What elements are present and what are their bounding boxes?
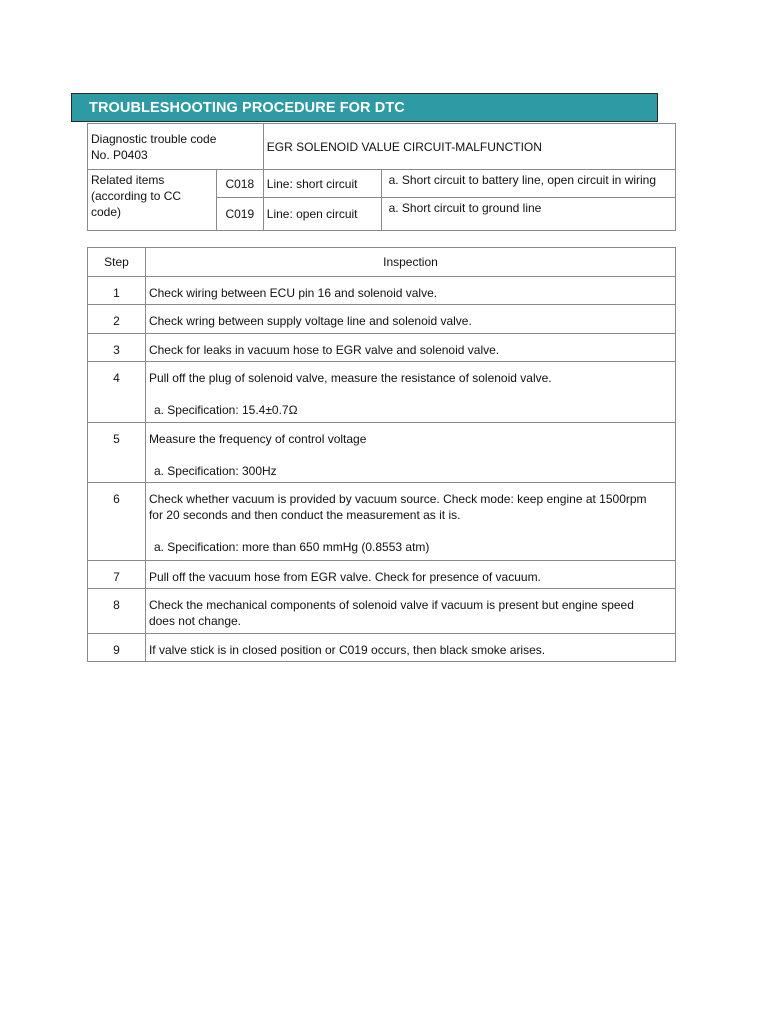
dtc-row — [88, 124, 676, 170]
step-number: 5 — [88, 423, 146, 483]
step-text: Check wiring between ECU pin 16 and solenoid valve. — [145, 277, 675, 305]
header-inspection: Inspection — [145, 248, 675, 277]
dtc-info-table — [87, 123, 676, 231]
step-text: Pull off the plug of solenoid valve, measure the resistance of solenoid valve. — [148, 371, 552, 385]
step-spec: a. Specification: more than 650 mmHg (0.8553 atm) — [153, 540, 430, 554]
related-label-cell — [88, 170, 217, 231]
step-number: 8 — [88, 589, 146, 634]
step-cell — [145, 362, 675, 423]
related-desc: a. Short circuit to ground line — [381, 198, 675, 231]
table-row — [88, 483, 676, 561]
dtc-label-line1: Diagnostic trouble code — [91, 131, 217, 146]
header-step: Step — [88, 248, 146, 277]
dtc-label-line2: No. P0403 — [91, 147, 148, 162]
step-number: 3 — [88, 334, 146, 362]
related-code: C018 — [216, 170, 263, 198]
step-spec: a. Specification: 15.4±0.7Ω — [153, 403, 298, 417]
step-spec: a. Specification: 300Hz — [153, 464, 277, 478]
step-number: 4 — [88, 362, 146, 423]
related-desc: a. Short circuit to battery line, open circuit in wiring — [381, 170, 675, 198]
step-text: Check for leaks in vacuum hose to EGR valve and solenoid valve. — [145, 334, 675, 362]
related-line: Line: short circuit — [263, 170, 381, 198]
related-line: Line: open circuit — [263, 198, 381, 231]
dtc-label-cell — [88, 124, 264, 170]
related-label-line2: (according to CC — [91, 189, 182, 203]
related-code: C019 — [216, 198, 263, 231]
step-text-continued: does not change. — [148, 614, 242, 628]
step-text: If valve stick is in closed position or C019 occurs, then black smoke arises. — [145, 634, 675, 662]
step-text: Check the mechanical components of solenoid valve if vacuum is present but engine speed — [148, 598, 634, 612]
page-title: TROUBLESHOOTING PROCEDURE FOR DTC — [89, 100, 405, 116]
table-row — [88, 589, 676, 634]
table-row — [88, 362, 676, 423]
table-row — [88, 634, 676, 662]
step-text-continued: for 20 seconds and then conduct the measurement as it is. — [148, 508, 461, 522]
step-cell — [145, 483, 675, 561]
step-text: Measure the frequency of control voltage — [148, 432, 367, 446]
step-text: Check wring between supply voltage line and solenoid valve. — [145, 305, 675, 334]
table-row — [88, 305, 676, 334]
table-row — [88, 277, 676, 305]
step-number: 9 — [88, 634, 146, 662]
table-row — [88, 334, 676, 362]
title-banner — [71, 93, 658, 122]
step-text: Check whether vacuum is provided by vacuum source. Check mode: keep engine at 1500rpm — [148, 492, 647, 506]
step-text: Pull off the vacuum hose from EGR valve. Check for presence of vacuum. — [145, 561, 675, 589]
inspection-steps-table — [87, 247, 676, 662]
step-cell — [145, 423, 675, 483]
related-item-row — [88, 170, 676, 198]
table-row — [88, 561, 676, 589]
step-number: 2 — [88, 305, 146, 334]
step-number: 1 — [88, 277, 146, 305]
table-header-row — [88, 248, 676, 277]
table-row — [88, 423, 676, 483]
dtc-value: EGR SOLENOID VALUE CIRCUIT-MALFUNCTION — [263, 124, 675, 170]
step-number: 6 — [88, 483, 146, 561]
related-label-line3: code) — [91, 205, 122, 219]
step-number: 7 — [88, 561, 146, 589]
step-cell — [145, 589, 675, 634]
related-label-line1: Related items — [91, 173, 165, 187]
